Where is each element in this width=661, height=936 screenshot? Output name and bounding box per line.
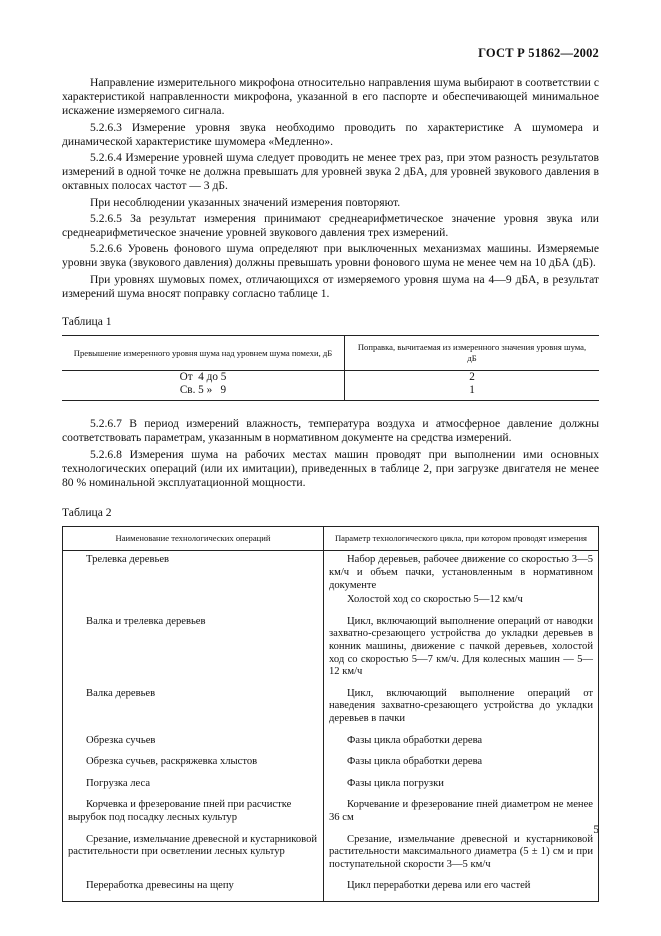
paragraph: 5.2.6.6 Уровень фонового шума определяют при выключенных механизмах машины. Измеряемые уровни звука (звукового давления) должны превышать уровни фонового шума не менее чем на 10 дБА (дБ).	[62, 242, 599, 270]
table2-header: Наименование технологических операций	[63, 527, 324, 551]
table-row	[63, 831, 599, 878]
paragraph: Направление измерительного микрофона относительно направления шума выбирают в соответствии с характеристикой направленности микрофона, указанной в его паспорте и обеспечивающей минимальное искажение измеряемого сигнала.	[62, 76, 599, 118]
operation-cell: Корчевка и фрезерование пней при расчистке вырубок под посадку лесных культур	[63, 796, 324, 830]
paragraph: При несоблюдении указанных значений измерения повторяют.	[90, 195, 401, 209]
parameter-text: Фазы цикла обработки дерева	[347, 734, 483, 746]
parameter-text: Фазы цикла погрузки	[347, 777, 444, 789]
page-number: 5	[593, 823, 599, 836]
paragraph: 5.2.6.8 Измерения шума на рабочих местах машин проводят при выполнении ими основных технологических операций (или их имитации), приведенных в таблице 2, при загрузке двигателя не менее 80 % номинальной эксплуатационной мощности.	[62, 447, 599, 490]
parameter-text: Корчевание и фрезерование пней диаметром не менее 36 см	[329, 799, 593, 823]
table-row	[62, 371, 599, 385]
table2	[62, 526, 599, 901]
parameter-text: Цикл, включающий выполнение операций от наведения захватно-срезающего устройства до укладки деревьев в пачки	[329, 687, 593, 724]
table-row	[63, 732, 599, 754]
table1-caption: Таблица 1	[62, 315, 112, 329]
parameter-cell	[324, 796, 599, 830]
table2-body	[63, 551, 599, 901]
table-row	[63, 613, 599, 685]
table1	[62, 335, 599, 401]
parameter-cell	[324, 613, 599, 685]
paragraph: При уровнях шумовых помех, отличающихся от измеряемого уровня шума на 4—9 дБА, в результат измерений шума вносят поправку согласно таблице 1.	[62, 272, 599, 300]
table-row	[63, 753, 599, 775]
parameter-cell	[324, 551, 599, 613]
table-row	[63, 551, 599, 613]
parameter-text: Цикл, включающий выполнение операций от наводки захватно-срезающего устройства до укладки деревьев в конник машины, движение с пачкой деревьев, холостой ход со скоростью 5—7 км/ч. Для колесных машин — 5—12 км/ч	[329, 615, 593, 678]
paragraph: 5.2.6.7 В период измерений влажность, температура воздуха и атмосферное давление должны соответствовать параметрам, указанным в нормативном документе на средства измерений.	[62, 417, 599, 445]
table-row	[63, 877, 599, 901]
parameter-text: Холостой ход со скоростью 5—12 км/ч	[347, 594, 523, 606]
parameter-cell	[324, 775, 599, 797]
parameter-text: Цикл переработки дерева или его частей	[347, 880, 531, 892]
table-row	[63, 775, 599, 797]
parameter-text: Набор деревьев, рабочее движение со скоростью 3—5 км/ч и объем пачки, установленным в нормативном документе	[329, 554, 593, 591]
parameter-text: Фазы цикла обработки дерева	[347, 756, 483, 768]
operation-cell: Валка деревьев	[63, 685, 324, 732]
table-row	[63, 796, 599, 830]
operation-cell: Срезание, измельчание древесной и кустарниковой растительности при осветлении лесных культур	[63, 831, 324, 878]
table1-header: Поправка, вычитаемая из измеренного значения уровня шума, дБ	[345, 336, 600, 371]
table1-cell: Св. 5 » 9	[62, 384, 345, 401]
parameter-cell	[324, 877, 599, 901]
parameter-cell	[324, 831, 599, 878]
parameter-cell	[324, 685, 599, 732]
paragraph: 5.2.6.4 Измерение уровней шума следует проводить не менее трех раз, при этом разность результатов измерений в одной точке не должна превышать для уровней звука 2 дБА, для уровней звукового давления в октавных полосах частот — 3 дБ.	[62, 151, 599, 193]
parameter-cell	[324, 753, 599, 775]
table2-header: Параметр технологического цикла, при котором проводят измерения	[324, 527, 599, 551]
operation-cell: Обрезка сучьев, раскряжевка хлыстов	[63, 753, 324, 775]
operation-cell: Валка и трелевка деревьев	[63, 613, 324, 685]
standard-number: ГОСТ Р 51862—2002	[478, 46, 599, 60]
table-row	[63, 685, 599, 732]
operation-cell: Трелевка деревьев	[63, 551, 324, 613]
paragraph: 5.2.6.5 За результат измерения принимают среднеарифметическое значение уровня звука или среднеарифметическое значение уровней звукового давления трех измерений.	[62, 211, 599, 240]
table-header-row	[62, 336, 599, 371]
table1-cell: 2	[469, 371, 475, 384]
paragraph: 5.2.6.3 Измерение уровня звука необходимо проводить по характеристике А шумомера и динамической характеристике шумомера «Медленно».	[62, 120, 599, 148]
table1-header: Превышение измеренного уровня шума над уровнем шума помехи, дБ	[62, 336, 345, 371]
table2-caption: Таблица 2	[62, 506, 112, 520]
table-header-row	[63, 527, 599, 551]
parameter-cell	[324, 732, 599, 754]
parameter-text: Срезание, измельчание древесной и кустарниковой растительности максимального диаметра (5 ± 1) см и при поступательной скорости 3—5 км/ч	[329, 833, 593, 870]
operation-cell: Обрезка сучьев	[63, 732, 324, 754]
table1-cell: От 4 до 5	[62, 371, 345, 385]
table-row	[62, 384, 599, 401]
operation-cell: Погрузка леса	[63, 775, 324, 797]
operation-cell: Переработка древесины на щепу	[63, 877, 324, 901]
page-body	[62, 76, 599, 902]
table1-cell: 1	[469, 384, 475, 397]
